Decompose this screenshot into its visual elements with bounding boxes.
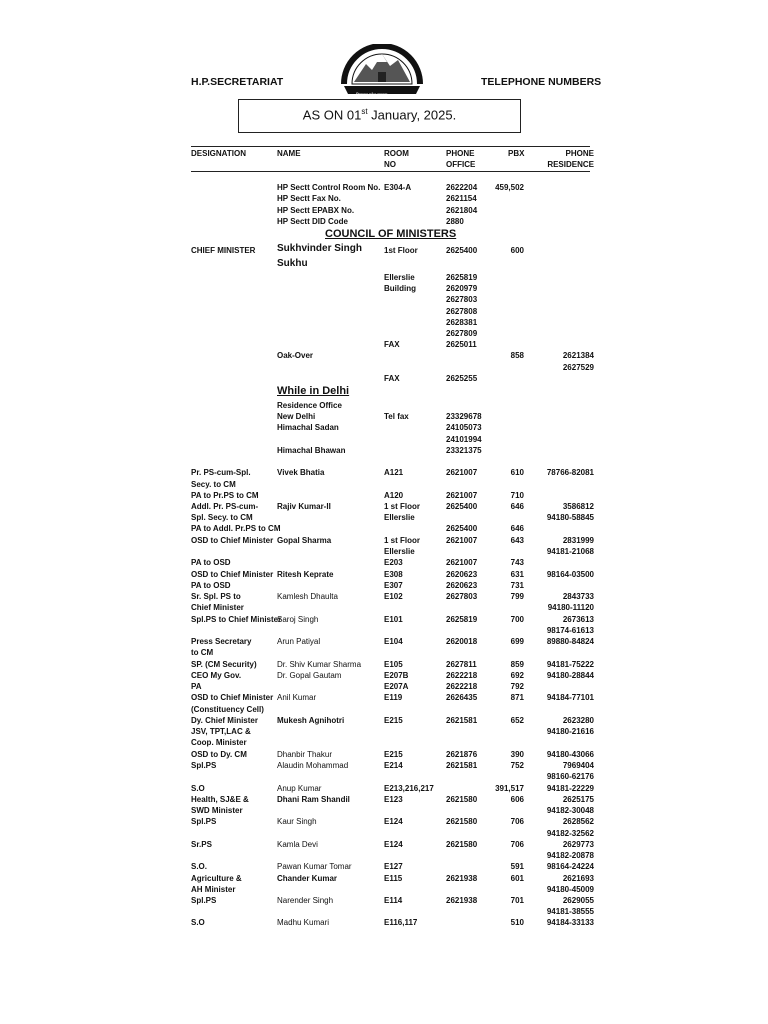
table-row bbox=[0, 625, 768, 636]
cell-phone-office: 2621876 bbox=[446, 750, 478, 759]
cell-phone-office: 2621154 bbox=[446, 194, 477, 203]
cell-phone-residence: 2843733 bbox=[562, 592, 594, 601]
cell-designation: Addl. Pr. PS-cum- bbox=[191, 502, 259, 511]
cell-room-no: E114 bbox=[384, 896, 403, 905]
cell-room-no: E105 bbox=[384, 660, 403, 669]
cell-designation: PA to OSD bbox=[191, 558, 231, 567]
cell-phone-office: 2622218 bbox=[446, 682, 478, 691]
cell-pbx: 643 bbox=[510, 536, 524, 545]
table-row bbox=[0, 294, 768, 305]
cell-name: Kaur Singh bbox=[277, 817, 317, 826]
cell-phone-residence: 94180-43066 bbox=[546, 750, 594, 759]
delhi-heading: While in Delhi bbox=[277, 385, 350, 397]
table-row bbox=[0, 816, 768, 827]
cell-pbx: 459,502 bbox=[495, 183, 524, 192]
cell-phone-office: 2621007 bbox=[446, 491, 478, 500]
cell-designation: (Constituency Cell) bbox=[191, 705, 264, 714]
col-room-2: NO bbox=[384, 160, 396, 169]
cell-name: Pawan Kumar Tomar bbox=[277, 862, 352, 871]
col-residence-1: PHONE bbox=[565, 149, 594, 158]
table-row bbox=[0, 182, 768, 193]
cell-pbx: 706 bbox=[510, 840, 524, 849]
table-row bbox=[0, 850, 768, 861]
cell-phone-office: 2625011 bbox=[446, 340, 477, 349]
cell-designation: Coop. Minister bbox=[191, 738, 247, 747]
table-row bbox=[0, 512, 768, 523]
cell-phone-office: 2621580 bbox=[446, 840, 478, 849]
table-row bbox=[0, 328, 768, 339]
table-row bbox=[0, 557, 768, 568]
cell-designation: JSV, TPT,LAC & bbox=[191, 727, 251, 736]
cell-room-no: E116,117 bbox=[384, 918, 418, 927]
cm-name-line-2: Sukhu bbox=[277, 258, 308, 269]
cell-room-no: E215 bbox=[384, 750, 403, 759]
cell-designation: PA bbox=[191, 682, 202, 691]
cell-room-no: 1 st Floor bbox=[384, 536, 421, 545]
table-row bbox=[0, 445, 768, 456]
cell-designation: PA to Addl. Pr.PS to CM bbox=[191, 524, 281, 533]
cell-name: Ritesh Keprate bbox=[277, 570, 334, 579]
cell-phone-residence: 2621693 bbox=[562, 874, 594, 883]
cell-designation: PA to OSD bbox=[191, 581, 231, 590]
cell-phone-residence: 78766-82081 bbox=[546, 468, 594, 477]
org-name: H.P.SECRETARIAT bbox=[191, 76, 284, 88]
cell-room-no: E213,216,217 bbox=[384, 784, 434, 793]
cell-name: Dhani Ram Shandil bbox=[277, 795, 350, 804]
cell-phone-residence: 2628562 bbox=[562, 817, 594, 826]
cell-phone-office: 2625255 bbox=[446, 374, 478, 383]
cell-phone-office: 2621007 bbox=[446, 536, 478, 545]
cell-designation: Sr. Spl. PS to bbox=[191, 592, 241, 601]
section-title: COUNCIL OF MINISTERS bbox=[325, 228, 457, 240]
table-row bbox=[0, 317, 768, 328]
table-row bbox=[0, 794, 768, 805]
cell-designation: Spl.PS to Chief Minister bbox=[191, 615, 282, 624]
table-row bbox=[0, 917, 768, 928]
cell-designation: OSD to Chief Minister bbox=[191, 536, 274, 545]
cell-pbx: 631 bbox=[510, 570, 524, 579]
cell-pbx: 510 bbox=[510, 918, 524, 927]
cell-designation: Sr.PS bbox=[191, 840, 212, 849]
cell-room-no: 1st Floor bbox=[384, 246, 418, 255]
cell-designation: SWD Minister bbox=[191, 806, 243, 815]
cell-phone-residence: 2673613 bbox=[562, 615, 594, 624]
cell-designation: S.O bbox=[191, 918, 205, 927]
table-row bbox=[0, 535, 768, 546]
cell-pbx: 652 bbox=[510, 716, 524, 725]
cell-phone-office: 2625400 bbox=[446, 246, 478, 255]
cell-phone-office: 2621938 bbox=[446, 874, 478, 883]
cell-phone-office: 2621580 bbox=[446, 817, 478, 826]
cell-phone-residence: 98164-03500 bbox=[546, 570, 594, 579]
cell-pbx: 710 bbox=[510, 491, 524, 500]
table-row bbox=[0, 659, 768, 670]
cell-phone-office: 2620979 bbox=[446, 284, 478, 293]
cell-pbx: 752 bbox=[510, 761, 524, 770]
table-row bbox=[0, 350, 768, 361]
table-row bbox=[0, 670, 768, 681]
cell-name: Anup Kumar bbox=[277, 784, 322, 793]
table-row bbox=[0, 400, 768, 411]
cell-room-no: A121 bbox=[384, 468, 404, 477]
table-row bbox=[0, 783, 768, 794]
table-row bbox=[0, 647, 768, 658]
cell-phone-office: 23329678 bbox=[446, 412, 482, 421]
cell-phone-residence: 2629773 bbox=[562, 840, 594, 849]
cell-phone-office: 2622218 bbox=[446, 671, 478, 680]
cell-phone-office: 2627808 bbox=[446, 307, 478, 316]
cell-designation: Agriculture & bbox=[191, 874, 242, 883]
cell-room-no: Ellerslie bbox=[384, 547, 415, 556]
cell-phone-residence: 94184-77101 bbox=[546, 693, 594, 702]
table-row bbox=[0, 501, 768, 512]
cell-room-no: E124 bbox=[384, 817, 403, 826]
cell-phone-office: 2627809 bbox=[446, 329, 478, 338]
cell-designation: PA to Pr.PS to CM bbox=[191, 491, 259, 500]
cell-pbx: 799 bbox=[510, 592, 524, 601]
cell-name: Kamlesh Dhaulta bbox=[277, 592, 338, 601]
table-row bbox=[0, 692, 768, 703]
cell-phone-residence: 2831999 bbox=[562, 536, 594, 545]
table-row bbox=[0, 726, 768, 737]
cell-phone-office: 2621938 bbox=[446, 896, 478, 905]
table-row bbox=[0, 272, 768, 283]
cell-room-no: E207B bbox=[384, 671, 409, 680]
cell-phone-office: 2622204 bbox=[446, 183, 478, 192]
cell-phone-residence: 98174-61613 bbox=[546, 626, 594, 635]
cell-name: Oak-Over bbox=[277, 351, 314, 360]
cell-name: HP Sectt Fax No. bbox=[277, 194, 341, 203]
cell-phone-residence: 98164-24224 bbox=[546, 862, 594, 871]
cell-designation: OSD to Dy. CM bbox=[191, 750, 247, 759]
cell-pbx: 391,517 bbox=[495, 784, 524, 793]
cell-name: Chander Kumar bbox=[277, 874, 338, 883]
cell-phone-office: 24105073 bbox=[446, 423, 482, 432]
cell-pbx: 390 bbox=[510, 750, 524, 759]
cell-phone-office: 2620623 bbox=[446, 570, 478, 579]
cell-phone-office: 2626435 bbox=[446, 693, 478, 702]
cell-pbx: 792 bbox=[510, 682, 524, 691]
cell-name: Arun Patiyal bbox=[277, 637, 321, 646]
header-top-rule bbox=[191, 146, 590, 147]
table-row bbox=[0, 205, 768, 216]
cell-designation: S.O. bbox=[191, 862, 208, 871]
cell-pbx: 699 bbox=[510, 637, 524, 646]
cell-pbx: 601 bbox=[510, 874, 524, 883]
cell-pbx: 606 bbox=[510, 795, 524, 804]
col-pbx: PBX bbox=[508, 149, 525, 158]
cell-phone-residence: 94180-58845 bbox=[546, 513, 594, 522]
cell-phone-residence: 94181-75222 bbox=[546, 660, 594, 669]
cell-phone-office: 2627803 bbox=[446, 295, 478, 304]
cell-room-no: E101 bbox=[384, 615, 403, 624]
cell-phone-office: 2620623 bbox=[446, 581, 478, 590]
cell-name: Mukesh Agnihotri bbox=[277, 716, 345, 725]
cell-name: Kamla Devi bbox=[277, 840, 318, 849]
cm-name-line-1: Sukhvinder Singh bbox=[277, 243, 363, 254]
table-row bbox=[0, 245, 768, 256]
cell-room-no: E119 bbox=[384, 693, 403, 702]
cell-phone-office: 2621007 bbox=[446, 558, 478, 567]
cell-phone-office: 2621581 bbox=[446, 716, 478, 725]
cell-phone-office: 2625400 bbox=[446, 524, 478, 533]
cell-pbx: 731 bbox=[510, 581, 524, 590]
cell-room-no: Tel fax bbox=[384, 412, 409, 421]
cell-designation: Spl.PS bbox=[191, 896, 217, 905]
cell-phone-residence: 94181-21068 bbox=[546, 547, 594, 556]
cell-pbx: 706 bbox=[510, 817, 524, 826]
cell-room-no: E307 bbox=[384, 581, 403, 590]
cell-phone-office: 2621580 bbox=[446, 795, 478, 804]
cell-room-no: E308 bbox=[384, 570, 403, 579]
cell-pbx: 610 bbox=[510, 468, 524, 477]
cell-phone-office: 2627811 bbox=[446, 660, 477, 669]
table-row bbox=[0, 569, 768, 580]
table-row bbox=[0, 771, 768, 782]
cell-phone-office: 2621581 bbox=[446, 761, 478, 770]
table-row bbox=[0, 362, 768, 373]
cell-designation: AH Minister bbox=[191, 885, 236, 894]
cell-phone-residence: 94184-33133 bbox=[546, 918, 594, 927]
cell-pbx: 859 bbox=[510, 660, 524, 669]
cell-room-no: E304-A bbox=[384, 183, 412, 192]
cell-room-no: 1 st Floor bbox=[384, 502, 421, 511]
table-row bbox=[0, 283, 768, 294]
cell-phone-residence: 94182-32562 bbox=[546, 829, 594, 838]
cell-room-no: E115 bbox=[384, 874, 403, 883]
cell-phone-office: 23321375 bbox=[446, 446, 482, 455]
date-title: AS ON 01st January, 2025. bbox=[302, 107, 457, 123]
cell-phone-residence: 2627529 bbox=[562, 363, 594, 372]
cell-name: HP Sectt EPABX No. bbox=[277, 206, 355, 215]
table-row bbox=[0, 737, 768, 748]
cell-phone-residence: 94180-11120 bbox=[547, 603, 594, 612]
table-row bbox=[0, 828, 768, 839]
table-row bbox=[0, 614, 768, 625]
cell-room-no: FAX bbox=[384, 340, 400, 349]
cell-pbx: 700 bbox=[510, 615, 524, 624]
col-room-1: ROOM bbox=[384, 149, 409, 158]
table-row bbox=[0, 580, 768, 591]
table-row bbox=[0, 216, 768, 227]
header-bottom-rule bbox=[191, 171, 590, 172]
cell-designation: SP. (CM Security) bbox=[191, 660, 257, 669]
cell-designation: Pr. PS-cum-Spl. bbox=[191, 468, 251, 477]
cell-name: Residence Office bbox=[277, 401, 342, 410]
cell-room-no: E203 bbox=[384, 558, 403, 567]
cell-room-no: E215 bbox=[384, 716, 403, 725]
col-designation: DESIGNATION bbox=[191, 149, 246, 158]
table-row bbox=[0, 193, 768, 204]
cell-name: Saroj Singh bbox=[277, 615, 319, 624]
cell-designation: OSD to Chief Minister bbox=[191, 570, 274, 579]
cell-room-no: E124 bbox=[384, 840, 403, 849]
table-row bbox=[0, 523, 768, 534]
table-row bbox=[0, 422, 768, 433]
cell-name: HP Sectt DID Code bbox=[277, 217, 348, 226]
table-row bbox=[0, 479, 768, 490]
cell-pbx: 692 bbox=[510, 671, 524, 680]
cell-phone-residence: 94180-21616 bbox=[546, 727, 594, 736]
cell-pbx: 646 bbox=[510, 524, 524, 533]
cell-phone-office: 2880 bbox=[446, 217, 464, 226]
cell-pbx: 591 bbox=[510, 862, 524, 871]
cell-designation: Spl.PS bbox=[191, 817, 217, 826]
cell-phone-office: 2625400 bbox=[446, 502, 478, 511]
cell-name: Madhu Kumari bbox=[277, 918, 330, 927]
table-row bbox=[0, 749, 768, 760]
cell-room-no: E127 bbox=[384, 862, 403, 871]
cell-phone-office: 2627803 bbox=[446, 592, 478, 601]
cell-designation: Chief Minister bbox=[191, 603, 244, 612]
cell-room-no: Ellerslie bbox=[384, 273, 415, 282]
table-row bbox=[0, 373, 768, 384]
cell-phone-residence: 2621384 bbox=[562, 351, 594, 360]
table-row bbox=[0, 906, 768, 917]
table-row bbox=[0, 861, 768, 872]
cell-name: Dr. Shiv Kumar Sharma bbox=[277, 660, 362, 669]
cell-room-no: E207A bbox=[384, 682, 409, 691]
cell-room-no: E214 bbox=[384, 761, 403, 770]
cell-pbx: 646 bbox=[510, 502, 524, 511]
document-heading: TELEPHONE NUMBERS bbox=[481, 76, 602, 88]
col-name: NAME bbox=[277, 149, 301, 158]
cell-room-no: E102 bbox=[384, 592, 403, 601]
cell-phone-residence: 94181-38555 bbox=[546, 907, 594, 916]
table-row bbox=[0, 884, 768, 895]
table-row bbox=[0, 411, 768, 422]
cell-designation: Press Secretary bbox=[191, 637, 252, 646]
cell-phone-residence: 94180-28844 bbox=[546, 671, 594, 680]
cell-phone-residence: 7969404 bbox=[562, 761, 594, 770]
cell-phone-office: 24101994 bbox=[446, 435, 482, 444]
emblem-caption: हिमाचल प्रदेश सरकार bbox=[356, 92, 388, 97]
cell-room-no: Ellerslie bbox=[384, 513, 415, 522]
table-row bbox=[0, 546, 768, 557]
cell-phone-residence: 94181-22229 bbox=[546, 784, 594, 793]
cell-pbx: 701 bbox=[510, 896, 524, 905]
cell-phone-residence: 94180-45009 bbox=[546, 885, 594, 894]
date-title-box bbox=[238, 99, 521, 133]
cell-phone-residence: 2625175 bbox=[562, 795, 594, 804]
cell-name: Dr. Gopal Gautam bbox=[277, 671, 342, 680]
table-row bbox=[0, 602, 768, 613]
table-row bbox=[0, 873, 768, 884]
cell-room-no: A120 bbox=[384, 491, 404, 500]
cell-name: Himachal Sadan bbox=[277, 423, 339, 432]
cell-phone-office: 2621007 bbox=[446, 468, 478, 477]
cell-designation: Dy. Chief Minister bbox=[191, 716, 258, 725]
cell-room-no: E123 bbox=[384, 795, 403, 804]
cell-phone-office: 2625819 bbox=[446, 615, 478, 624]
cell-designation: to CM bbox=[191, 648, 214, 657]
cell-phone-residence: 2623280 bbox=[562, 716, 594, 725]
cell-pbx: 858 bbox=[510, 351, 524, 360]
cell-phone-residence: 94182-20878 bbox=[546, 851, 594, 860]
cell-name: Vivek Bhatia bbox=[277, 468, 325, 477]
cell-name: New Delhi bbox=[277, 412, 316, 421]
cell-pbx: 871 bbox=[510, 693, 524, 702]
cell-name: Gopal Sharma bbox=[277, 536, 332, 545]
cell-phone-office: 2621804 bbox=[446, 206, 478, 215]
col-phone-1: PHONE bbox=[446, 149, 475, 158]
cell-designation: CHIEF MINISTER bbox=[191, 246, 256, 255]
table-row bbox=[0, 636, 768, 647]
cell-designation: Spl. Secy. to CM bbox=[191, 513, 253, 522]
cell-name: Narender Singh bbox=[277, 896, 334, 905]
col-residence-2: RESIDENCE bbox=[547, 160, 594, 169]
cell-name: Himachal Bhawan bbox=[277, 446, 346, 455]
table-row bbox=[0, 715, 768, 726]
cell-name: Anil Kumar bbox=[277, 693, 317, 702]
table-row bbox=[0, 467, 768, 478]
table-row bbox=[0, 704, 768, 715]
table-row bbox=[0, 490, 768, 501]
cell-room-no: Building bbox=[384, 284, 416, 293]
table-row bbox=[0, 681, 768, 692]
cell-phone-residence: 98160-62176 bbox=[546, 772, 594, 781]
table-row bbox=[0, 895, 768, 906]
table-row bbox=[0, 339, 768, 350]
table-row bbox=[0, 591, 768, 602]
table-row bbox=[0, 434, 768, 445]
cell-designation: Spl.PS bbox=[191, 761, 217, 770]
cell-designation: CEO My Gov. bbox=[191, 671, 242, 680]
table-row bbox=[0, 839, 768, 850]
cell-phone-residence: 89880-84824 bbox=[546, 637, 594, 646]
table-row bbox=[0, 306, 768, 317]
cell-phone-residence: 3586812 bbox=[562, 502, 594, 511]
cell-phone-residence: 94182-30048 bbox=[546, 806, 594, 815]
cell-room-no: E104 bbox=[384, 637, 403, 646]
col-phone-2: OFFICE bbox=[446, 160, 476, 169]
cell-name: Alaudin Mohammad bbox=[277, 761, 349, 770]
cell-name: Dhanbir Thakur bbox=[277, 750, 332, 759]
cell-designation: Secy. to CM bbox=[191, 480, 236, 489]
hp-state-emblem-icon bbox=[340, 44, 424, 98]
cell-pbx: 743 bbox=[510, 558, 524, 567]
cell-pbx: 600 bbox=[510, 246, 524, 255]
cell-name: Rajiv Kumar-II bbox=[277, 502, 331, 511]
cell-phone-office: 2625819 bbox=[446, 273, 478, 282]
cell-phone-office: 2628381 bbox=[446, 318, 478, 327]
cell-designation: Health, SJ&E & bbox=[191, 795, 249, 804]
cell-designation: S.O bbox=[191, 784, 205, 793]
cell-designation: OSD to Chief Minister bbox=[191, 693, 274, 702]
table-row bbox=[0, 760, 768, 771]
table-row bbox=[0, 805, 768, 816]
cell-phone-office: 2620018 bbox=[446, 637, 478, 646]
cell-room-no: FAX bbox=[384, 374, 400, 383]
cell-name: HP Sectt Control Room No. bbox=[277, 183, 381, 192]
cell-phone-residence: 2629055 bbox=[562, 896, 594, 905]
